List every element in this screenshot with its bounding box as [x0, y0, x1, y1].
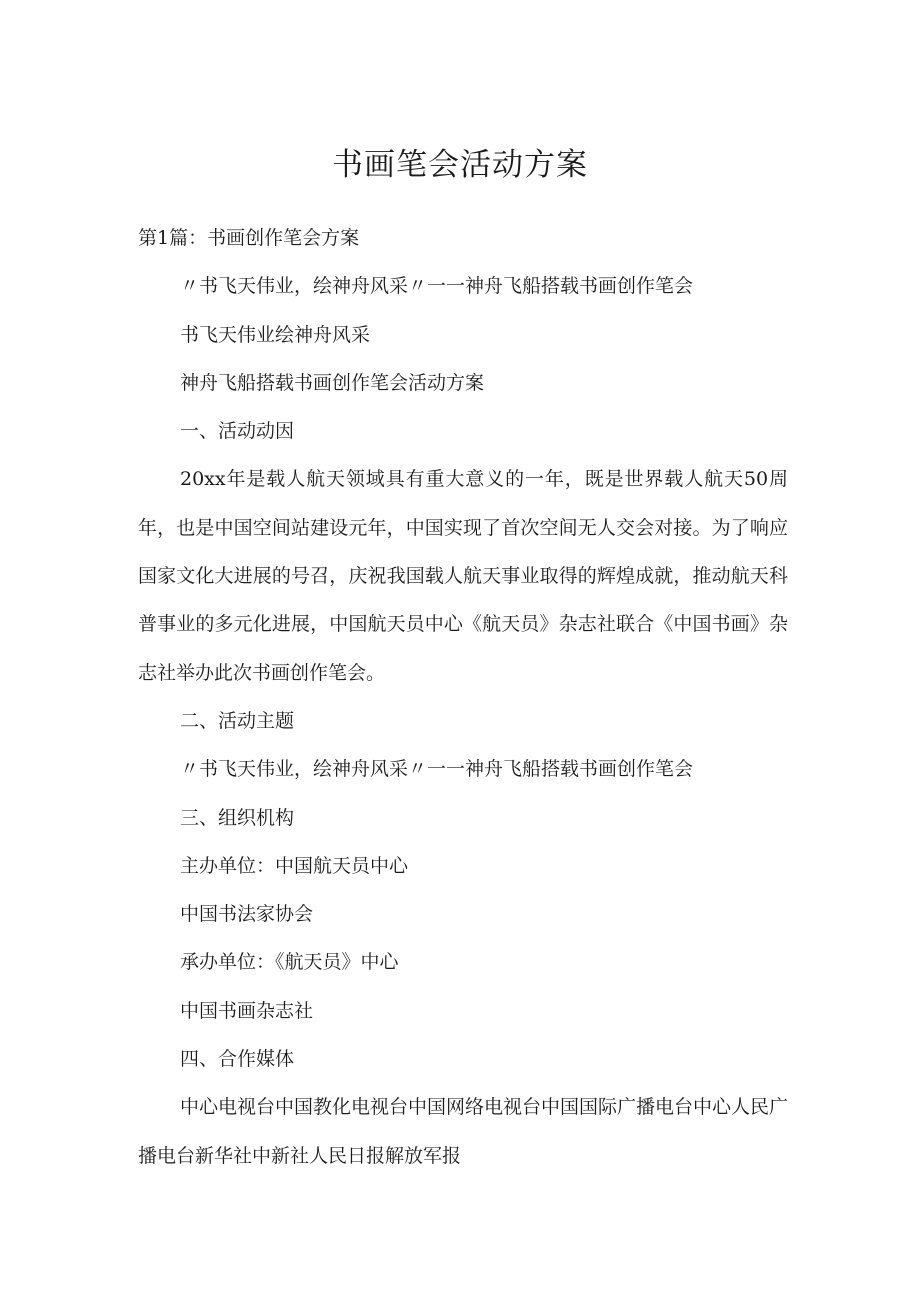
heading-organization: 三、组织机构: [180, 806, 295, 829]
plan-subtitle: 神舟飞船搭载书画创作笔会活动方案: [180, 371, 485, 394]
document-title: 书画笔会活动方案: [332, 147, 588, 183]
event-slogan: 书飞天伟业绘神舟风采: [180, 323, 371, 346]
organizer-undertaker-2: 中国书画杂志社: [180, 999, 314, 1022]
paragraph-motivation: 20xx年是载人航天领域具有重大意义的一年，既是世界载人航天50周年，也是中国空间站建设元年，中国实现了首次空间无人交会对接。为了响应国家文化大进展的号召，庆祝我国载人航天事业取得的辉煌成就，推动航天科普事业的多元化进展，中国航天员中心《航天员》杂志社联合《中国书画》杂志社举办此次书画创作笔会。: [138, 468, 788, 684]
document-body: [138, 214, 788, 1180]
organizer-undertaker: 承办单位：《航天员》中心: [180, 951, 399, 974]
organizer-host-2: 中国书法家协会: [180, 903, 314, 926]
organizer-host: 主办单位：中国航天员中心: [180, 854, 409, 877]
paragraph-media-partners: 中心电视台中国教化电视台中国网络电视台中国国际广播电台中心人民广播电台新华社中新社人民日报解放军报: [138, 1096, 789, 1167]
paragraph-theme: 〃书飞天伟业，绘神舟风采〃一一神舟飞船搭载书画创作笔会: [180, 758, 694, 781]
heading-media-partners: 四、合作媒体: [180, 1048, 295, 1071]
event-full-title: 〃书飞天伟业，绘神舟风采〃一一神舟飞船搭载书画创作笔会: [180, 275, 694, 298]
section-heading-part-1: 第1篇：书画创作笔会方案: [138, 227, 360, 249]
heading-activity-motivation: 一、活动动因: [180, 420, 295, 443]
heading-activity-theme: 二、活动主题: [180, 709, 295, 732]
